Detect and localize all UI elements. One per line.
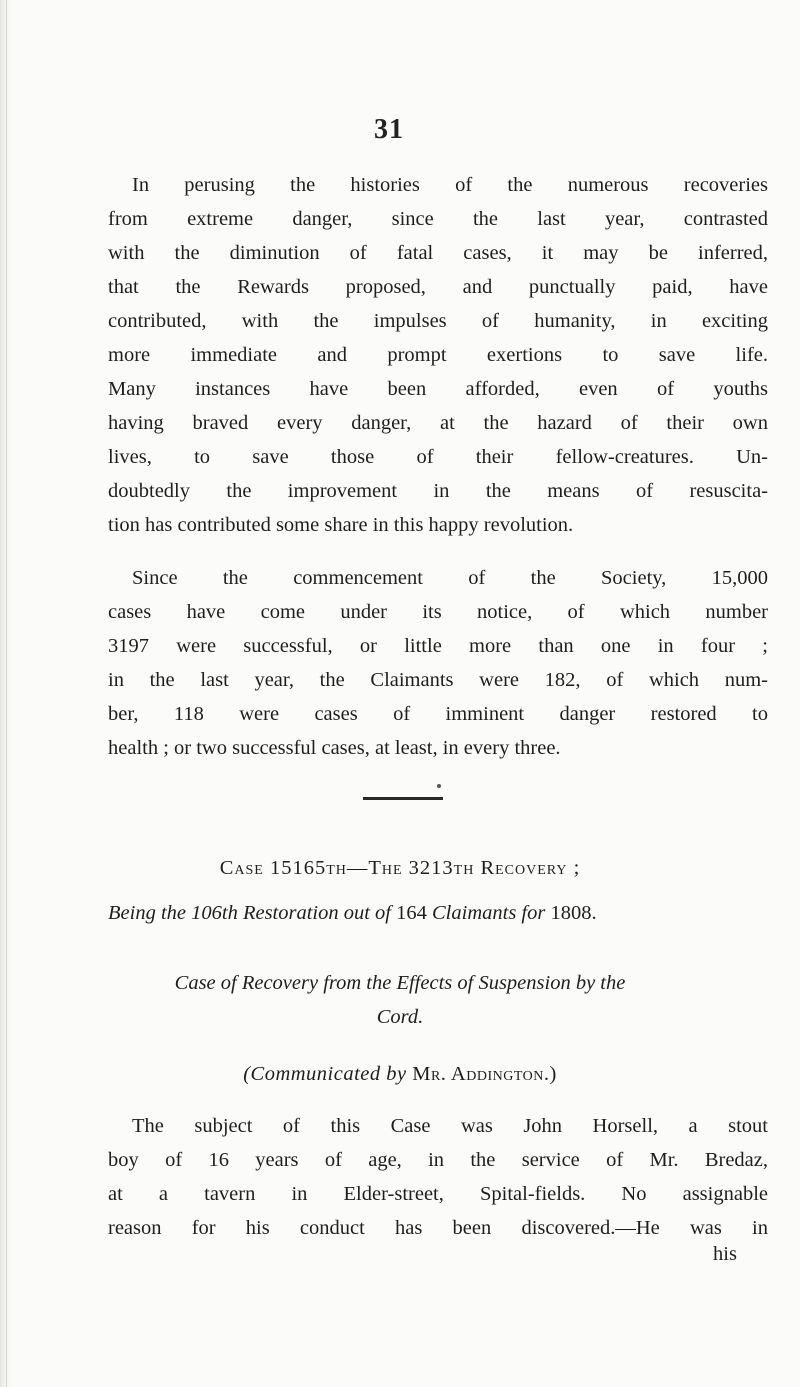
communicated-by [0, 1063, 800, 1086]
text-line: that the Rewards proposed, and punctually paid, have [108, 276, 768, 298]
case-title-line: Cord. [376, 1006, 424, 1028]
case-sub-year: 1808. [550, 902, 597, 924]
text-line: Since the commencement of the Society, 15,000 [132, 567, 768, 589]
communicated-label: (Communicated by [243, 1063, 407, 1085]
case-sub-italic: Being the [108, 902, 186, 924]
text-line: at a tavern in Elder-street, Spital-fields. No assignable [108, 1183, 768, 1205]
communicated-name: Mr. Addington.) [412, 1063, 557, 1085]
catchword: his [713, 1243, 737, 1265]
page-number: 31 [374, 114, 404, 145]
text-line: tion has contributed some share in this happy revolution. [108, 514, 574, 536]
text-line: contributed, with the impulses of humanity, in exciting [108, 310, 768, 332]
paragraph-recoveries [108, 168, 768, 542]
text-line: The subject of this Case was John Horsell, a stout [132, 1115, 768, 1137]
section-divider-rule [363, 797, 443, 800]
case-sub-italic: 106th Restoration out of [191, 902, 391, 924]
case-title [0, 966, 800, 1034]
text-line: doubtedly the improvement in the means of resuscita- [108, 480, 768, 502]
text-line: boy of 16 years of age, in the service of Mr. Bredaz, [108, 1149, 768, 1171]
case-sub-italic: Claimants for [432, 902, 546, 924]
page-binding-line [6, 0, 7, 1387]
case-heading: Case 15165th—The 3213th Recovery ; [219, 857, 581, 879]
text-line: 3197 were successful, or little more than one in four ; [108, 635, 768, 657]
case-title-line: Case of Recovery from the Effects of Suspension by the [174, 972, 626, 994]
case-sub-number: 164 [396, 902, 427, 924]
text-line: in the last year, the Claimants were 182, of which num- [108, 669, 768, 691]
text-line: Many instances have been afforded, even of youths [108, 378, 768, 400]
text-line: with the diminution of fatal cases, it may be inferred, [108, 242, 768, 264]
text-line: cases have come under its notice, of which number [108, 601, 768, 623]
text-line: health ; or two successful cases, at least, in every three. [108, 737, 561, 759]
text-line: from extreme danger, since the last year, contrasted [108, 208, 768, 230]
paragraph-case-narrative [108, 1109, 768, 1245]
text-line: reason for his conduct has been discovered.—He was in [108, 1217, 768, 1239]
paragraph-statistics [108, 561, 768, 765]
text-line: more immediate and prompt exertions to save life. [108, 344, 768, 366]
text-line: lives, to save those of their fellow-creatures. Un- [108, 446, 768, 468]
ornament-dot [437, 784, 441, 788]
text-line: In perusing the histories of the numerous recoveries [132, 174, 768, 196]
text-line: ber, 118 were cases of imminent danger restored to [108, 703, 768, 725]
case-subheading [108, 902, 768, 925]
text-line: having braved every danger, at the hazard of their own [108, 412, 768, 434]
